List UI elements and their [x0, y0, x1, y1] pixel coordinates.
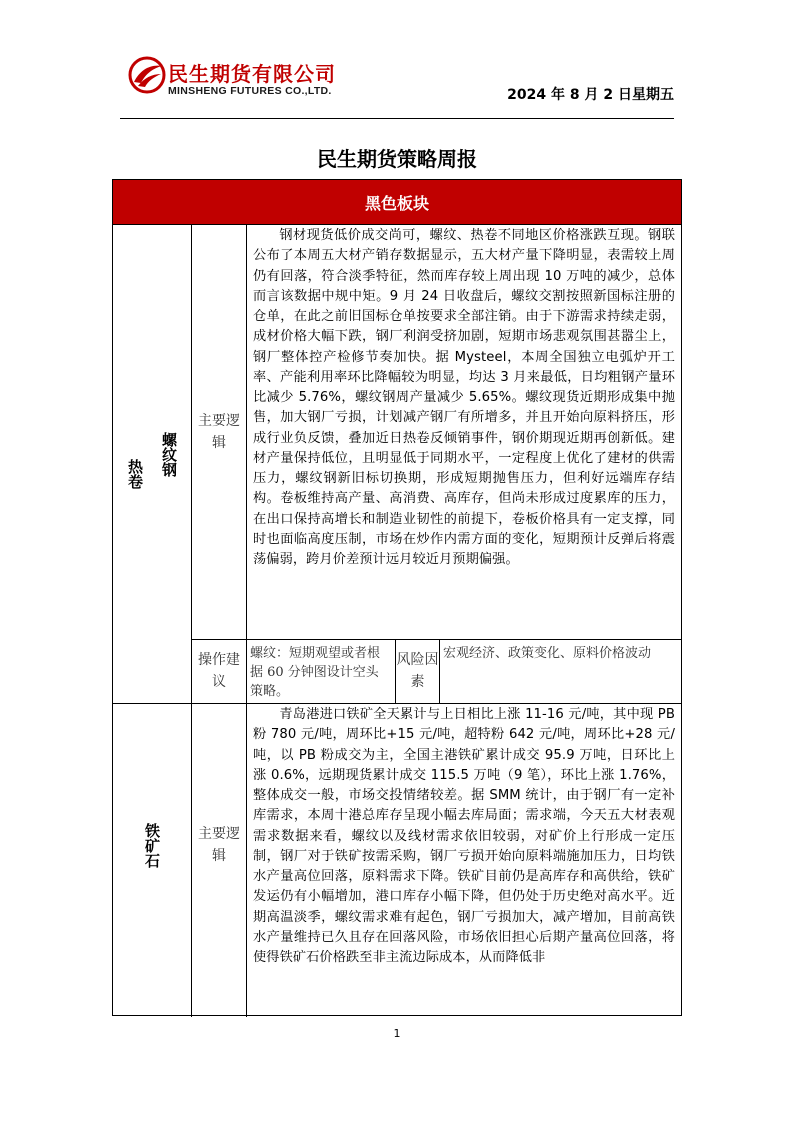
product-label: 螺纹钢	[160, 432, 178, 477]
table-divider	[439, 639, 440, 703]
strategy-table	[112, 179, 682, 1016]
logic-label: 主要逻辑	[198, 826, 240, 864]
category-label: 热卷	[126, 458, 144, 489]
company-logo	[128, 56, 368, 102]
risk-label: 风险因素	[396, 652, 439, 690]
product-label: 铁矿石	[143, 822, 161, 868]
minsheng-logo-icon	[128, 56, 166, 94]
report-date: 2024 年 8 月 2 日星期五	[507, 87, 674, 103]
logo-english-name: MINSHENG FUTURES CO.,LTD.	[168, 85, 332, 97]
risk-text: 宏观经济、政策变化、原料价格波动	[443, 646, 652, 661]
operation-text: 螺纹：短期观望或者根据 60 分钟图设计空头策略。	[250, 646, 381, 699]
header-divider	[120, 118, 674, 119]
operation-label: 操作建议	[198, 652, 240, 690]
logo-chinese-name: 民生期货有限公司	[168, 62, 336, 86]
logic-label: 主要逻辑	[198, 412, 240, 451]
logic-text: 钢材现货低价成交尚可，螺纹、热卷不同地区价格涨跌互现。钢联公布了本周五大材产销存数据显示，五大材产量下降明显，表需较上周仍有回落，符合淡季特征，然而库存较上周出现 10 万吨的减少，总体而言该数据中规中矩。9 月 24 日收盘后，螺纹交割按照新国标注册的仓单，在此之前旧国标仓单按要求全部注销。由于下游需求持续走弱，成材价格大幅下跌，钢厂利润受挤加剧，短期市场悲观氛围甚嚣尘上，钢厂整体控产检修节奏加快。据 Mysteel，本周全国独立电弧炉开工率、产能利用率环比降幅较为明显，均达 3 月来最低，日均粗钢产量环比减少 5.76%，螺纹钢周产量减少 5.65%。螺纹现货近期形成集中抛售，加大钢厂亏损，计划减产钢厂有所增多，并且开始向原料挤压，形成行业负反馈，叠加近日热卷反倾销事件，钢价期现近期再创新低。建材产量保持低位，且明显低于同期水平，一定程度上优化了建材的供需压力，螺纹钢新旧标切换期，形成短期抛售压力，但利好远端库存结构。卷板维持高产量、高消费、高库存，但尚未形成过度累库的压力，在出口保持高增长和制造业韧性的前提下，卷板价格具有一定支撑，同时也面临高度压制，市场在炒作内需方面的变化，短期预计反弹后将震荡偏弱，跨月价差预计远月较近月预期偏强。	[253, 228, 675, 567]
page-number: 1	[393, 1027, 401, 1040]
logic-text: 青岛港进口铁矿全天累计与上日相比上涨 11-16 元/吨，其中现 PB 粉 780 元/吨，周环比+15 元/吨，超特粉 642 元/吨，周环比+28 元/吨，以 PB 粉成交为主，全国主港铁矿累计成交 95.9 万吨，日环比上涨 0.6%，远期现货累计成交 115.5 万吨（9 笔），环比上涨 1.76%，整体成交一般，市场交投情绪较差。据 SMM 统计，由于钢厂有一定补库需求，本周十港总库存呈现小幅去库局面；需求端，今天五大材表观需求数据来看，螺纹以及线材需求依旧较弱，对矿价上行形成一定压制，钢厂对于铁矿按需采购，钢厂亏损开始向原料端施加压力，日均铁水产量高位回落，原料需求下降。铁矿目前仍是高库存和高供给，铁矿发运仍有小幅增加，港口库存小幅下降，但仍处于历史绝对高水平。近期高温淡季，螺纹需求难有起色，钢厂亏损加大，减产增加，目前高铁水产量维持已久且存在回落风险，市场依旧担心后期产量高位回落，将使得铁矿石价格跌至非主流边际成本，从而降低非	[253, 707, 675, 965]
section-banner: 黑色板块	[113, 180, 681, 224]
report-title: 民生期货策略周报	[317, 147, 477, 171]
